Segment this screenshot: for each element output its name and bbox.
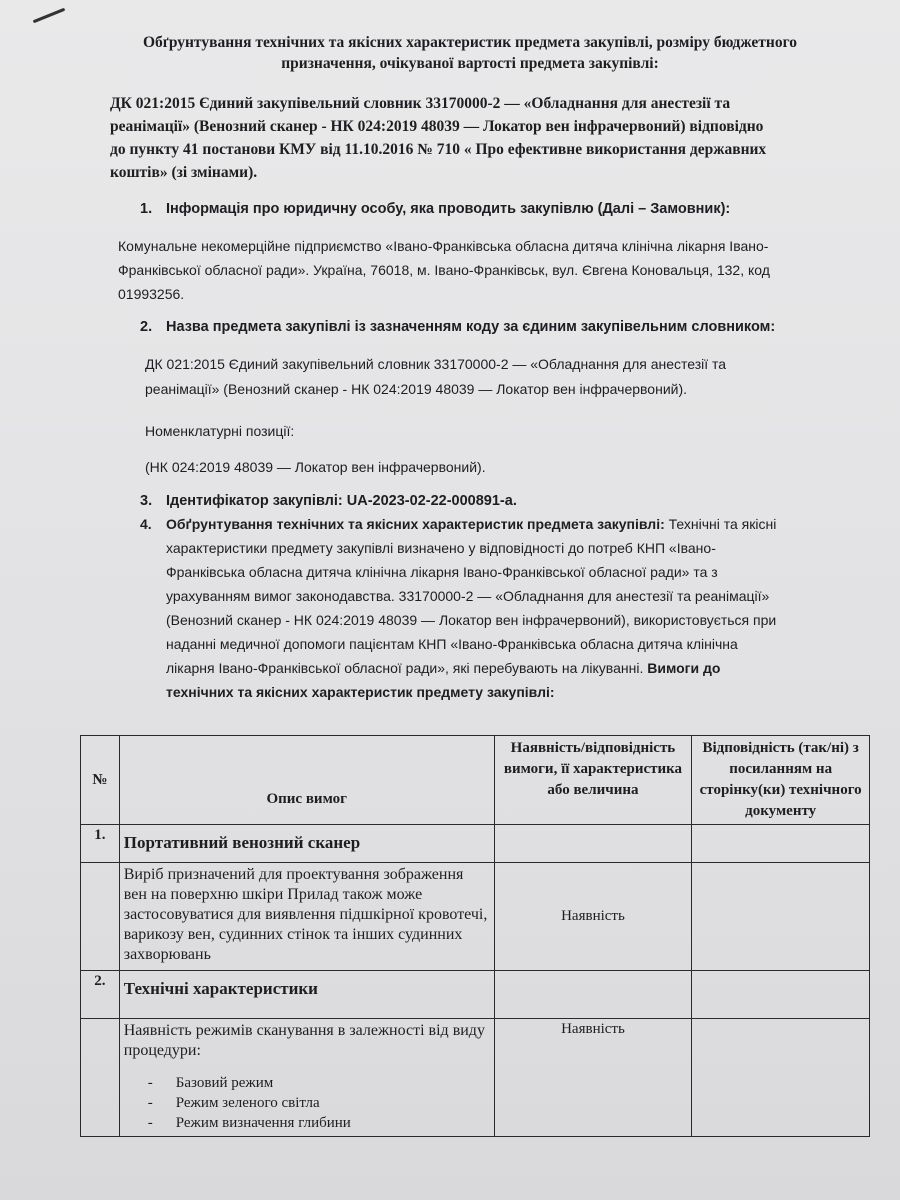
body-line: реанімації» (Венозний сканер - НК 024:2019 48039 — Локатор вен інфрачервоний). xyxy=(145,381,688,397)
body-text: Технічні та якісні xyxy=(668,516,777,532)
list-item: - Режим зеленого світла xyxy=(148,1093,490,1113)
section-1-body xyxy=(118,234,838,306)
document-title xyxy=(110,32,830,74)
row-compliance xyxy=(692,863,870,971)
row-num xyxy=(81,863,120,971)
section-title: Назва предмета закупівлі із зазначенням коду за єдиним закупівельним словником: xyxy=(166,319,776,335)
section-4-line xyxy=(140,512,840,536)
body-line: характеристики предмету закупівлі визначено у відповідності до потреб КНП «Івано- xyxy=(166,540,716,556)
list-item: - Базовий режим xyxy=(148,1073,490,1093)
section-4-body xyxy=(140,536,840,704)
section-2-body xyxy=(145,352,835,402)
table-row xyxy=(81,1019,870,1137)
requirements-heading: Вимоги до xyxy=(647,660,721,676)
procurement-id: Ідентифікатор закупівлі: UA-2023-02-22-000891-a. xyxy=(166,493,517,509)
nomenclature-label: Номенклатурні позиції: xyxy=(145,423,295,439)
body-line xyxy=(166,656,840,680)
table-row xyxy=(81,971,870,1019)
row-num: 1. xyxy=(81,825,120,863)
body-line: (Венозний сканер - НК 024:2019 48039 — Локатор вен інфрачервоний), використовується при xyxy=(166,612,777,628)
row-num: 2. xyxy=(81,971,120,1019)
row-compliance xyxy=(692,971,870,1019)
body-text: лікарня Івано-Франківської обласної ради», які перебувають на лікуванні. xyxy=(166,660,644,676)
row-compliance xyxy=(692,1019,870,1137)
header-compliance: Відповідність (так/ні) з посиланням на сторінку(ки) технічного документу xyxy=(692,736,870,825)
table-header-row xyxy=(81,736,870,825)
intro-paragraph xyxy=(110,92,850,184)
body-line: 01993256. xyxy=(118,286,185,302)
pen-mark xyxy=(33,8,66,24)
row-description-text: Наявність режимів сканування в залежності від виду процедури: xyxy=(123,1022,485,1059)
row-compliance xyxy=(692,825,870,863)
title-line-2: призначення, очікуваної вартості предмета закупівлі: xyxy=(281,55,659,72)
row-section-title: Портативний венозний сканер xyxy=(119,825,494,863)
body-line: урахуванням вимог законодавства. 33170000-2 — «Обладнання для анестезії та реанімації» xyxy=(166,588,770,604)
header-description: Опис вимог xyxy=(119,736,494,825)
row-availability: Наявність xyxy=(494,1019,692,1137)
scanning-modes-list xyxy=(124,1073,490,1133)
header-num: № xyxy=(81,736,120,825)
body-line: наданні медичної допомоги пацієнтам КНП «Івано-Франківська обласна дитяча клінічна xyxy=(166,636,738,652)
body-line: Франківської обласної ради». Україна, 76018, м. Івано-Франківськ, вул. Євгена Коновальця, 132, код xyxy=(118,262,770,278)
row-section-title: Технічні характеристики xyxy=(119,971,494,1019)
body-line: Комунальне некомерційне підприємство «Івано-Франківська обласна дитяча клінічна лікарня Івано- xyxy=(118,238,769,254)
section-title: Обґрунтування технічних та якісних характеристик предмета закупівлі: xyxy=(166,516,665,532)
section-title: Інформація про юридичну особу, яка проводить закупівлю (Далі – Замовник): xyxy=(166,201,731,217)
row-description xyxy=(119,1019,494,1137)
section-number: 4. xyxy=(140,516,152,532)
row-availability xyxy=(494,971,692,1019)
nomenclature-value: (НК 024:2019 48039 — Локатор вен інфрачервоний). xyxy=(145,459,486,475)
table-row xyxy=(81,863,870,971)
requirements-heading: технічних та якісних характеристик предмету закупівлі: xyxy=(166,684,555,700)
intro-line: коштів» (зі змінами). xyxy=(110,164,258,181)
row-availability xyxy=(494,825,692,863)
header-availability: Наявність/відповідність вимоги, її характеристика або величина xyxy=(494,736,692,825)
row-description: Виріб призначений для проектування зображення вен на поверхню шкіри Прилад також може застосовуватися для виявлення підшкірної кровотечі, варикозу вен, судинних стінок та інших судинних захворювань xyxy=(119,863,494,971)
body-line: Франківська обласна дитяча клінічна лікарня Івано-Франківської обласної ради» та з xyxy=(166,564,718,580)
row-num xyxy=(81,1019,120,1137)
section-1-heading xyxy=(140,198,730,221)
section-3 xyxy=(140,490,517,513)
intro-line: до пункту 41 постанови КМУ від 11.10.2016 № 710 « Про ефективне використання державних xyxy=(110,141,767,158)
body-line: ДК 021:2015 Єдиний закупівельний словник 33170000-2 — «Обладнання для анестезії та xyxy=(145,356,727,372)
table-row xyxy=(81,825,870,863)
section-number: 2. xyxy=(140,319,153,335)
intro-line: ДК 021:2015 Єдиний закупівельний словник 33170000-2 — «Обладнання для анестезії та xyxy=(110,95,731,112)
list-item: - Режим визначення глибини xyxy=(148,1113,490,1133)
row-availability: Наявність xyxy=(494,863,692,971)
requirements-table xyxy=(80,735,870,1137)
section-4 xyxy=(140,512,840,704)
section-number: 3. xyxy=(140,493,153,509)
section-number: 1. xyxy=(140,201,153,217)
title-line-1: Обґрунтування технічних та якісних характеристик предмета закупівлі, розміру бюджетного xyxy=(143,34,797,51)
section-2-heading xyxy=(140,316,775,339)
intro-line: реанімації» (Венозний сканер - НК 024:2019 48039 — Локатор вен інфрачервоний) відповідно xyxy=(110,118,764,135)
